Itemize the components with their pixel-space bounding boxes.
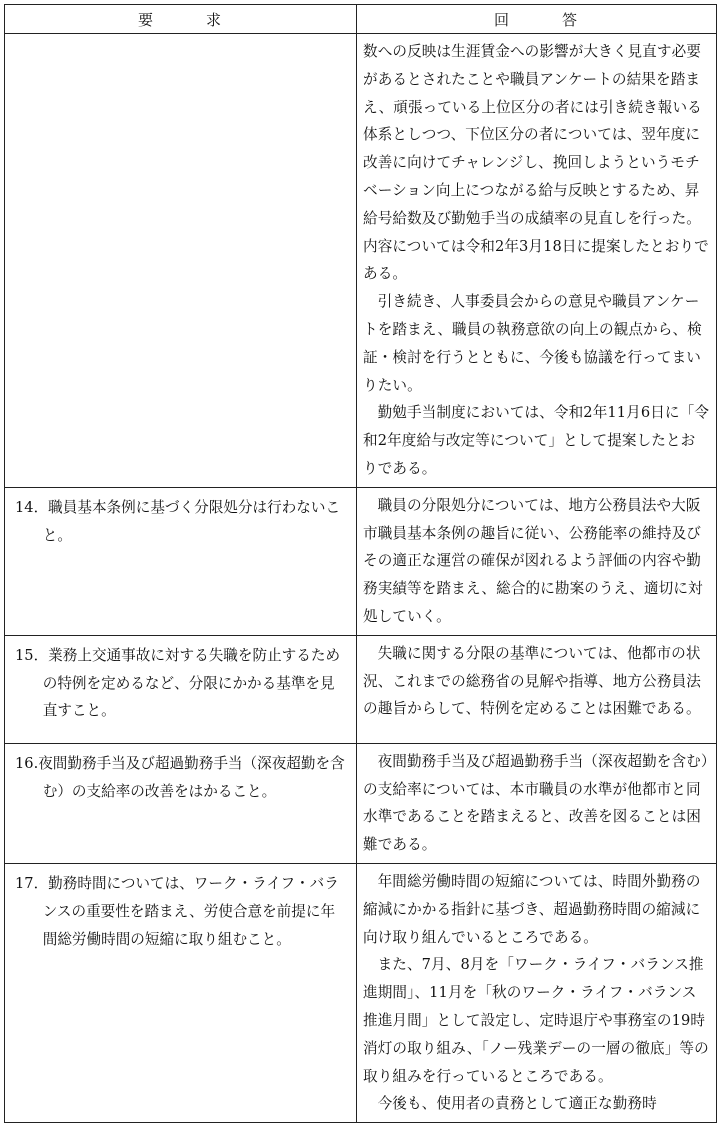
answer-column-header: 回 答	[357, 5, 717, 34]
table-header-row	[5, 5, 717, 34]
answer-paragraph: 数への反映は生涯賃金への影響が大きく見直す必要があるとされたことや職員アンケートの結果を踏まえ、頑張っている上位区分の者には引き続き報いる体系としつつ、下位区分の者については、翌年度に改善に向けてチャレンジし、挽回しようというモチベーション向上につながる給与反映とするため、昇給号給数及び勤勉手当の成績率の見直しを行った。内容については令和2年3月18日に提案したとおりである。	[363, 43, 709, 283]
request-answer-table	[4, 4, 717, 1123]
table-row-item-16	[5, 743, 717, 863]
table-row-continued	[5, 34, 717, 488]
request-text: 15．業務上交通事故に対する失職を防止するための特例を定めるなど、分限にかかる基準を見直すこと。	[15, 646, 341, 720]
answer-paragraph: 職員の分限処分については、地方公務員法や大阪市職員基本条例の趣旨に従い、公務能率の維持及びその適正な運営の確保が図れるよう評価の内容や勤務実績等を踏まえ、総合的に勘案のうえ、適切に対処していく。	[363, 496, 703, 625]
table-row-item-14	[5, 487, 717, 635]
request-cell	[5, 863, 357, 1122]
answer-paragraph: 夜間勤務手当及び超過勤務手当（深夜超勤を含む）の支給率については、本市職員の水準が他都市と同水準であることを踏まえると、改善を図ることは困難である。	[363, 752, 709, 854]
table-row-item-15	[5, 635, 717, 743]
request-text: 17．勤務時間については、ワーク・ライフ・バランスの重要性を踏まえ、労使合意を前提に年間総労働時間の短縮に取り組むこと。	[15, 874, 339, 948]
answer-paragraph: また、7月、8月を「ワーク・ライフ・バランス推進期間」、11月を「秋のワーク・ライフ・バランス推進月間」として設定し、定時退庁や事務室の19時消灯の取り組み、「ノー残業デーの一層の徹底」等の取り組みを行っているところである。	[363, 956, 709, 1085]
answer-cell	[357, 863, 717, 1122]
request-text: 14．職員基本条例に基づく分限処分は行わないこと。	[15, 498, 341, 544]
answer-paragraph: 年間総労働時間の短縮については、時間外勤務の縮減にかかる指針に基づき、超過勤務時間の縮減に向け取り組んでいるところである。	[363, 872, 701, 946]
request-text: 16.夜間勤務手当及び超過勤務手当（深夜超勤を含む）の支給率の改善をはかること。	[15, 754, 345, 800]
answer-cell	[357, 487, 717, 635]
request-cell	[5, 743, 357, 863]
answer-paragraph: 今後も、使用者の責務として適正な勤務時	[377, 1095, 657, 1113]
answer-cell	[357, 635, 717, 743]
answer-cell	[357, 743, 717, 863]
request-cell	[5, 635, 357, 743]
table-row-item-17	[5, 863, 717, 1122]
answer-paragraph: 引き続き、人事委員会からの意見や職員アンケートを踏まえ、職員の執務意欲の向上の観点から、検証・検討を行うとともに、今後も協議を行ってまいりたい。	[363, 293, 702, 394]
answer-paragraph: 勤勉手当制度においては、令和2年11月6日に「令和2年度給与改定等について」として提案したとおりである。	[363, 404, 710, 477]
request-cell	[5, 34, 357, 488]
answer-paragraph: 失職に関する分限の基準については、他都市の状況、これまでの総務省の見解や指導、地方公務員法の趣旨からして、特例を定めることは困難である。	[363, 644, 701, 718]
request-column-header: 要 求	[5, 5, 357, 34]
request-cell	[5, 487, 357, 635]
answer-cell	[357, 34, 717, 488]
